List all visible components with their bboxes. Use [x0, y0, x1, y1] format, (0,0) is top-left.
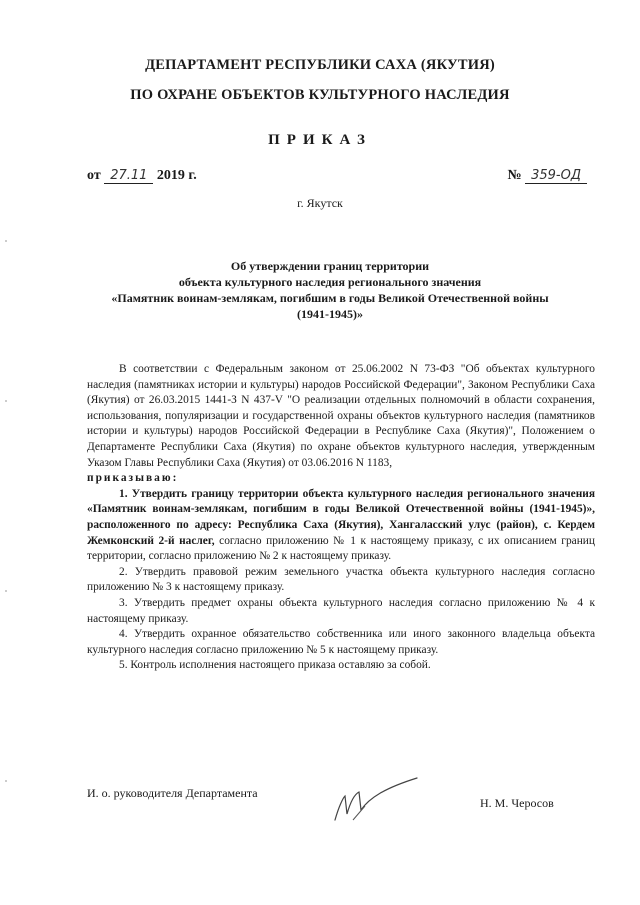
- header-line-1: ДЕПАРТАМЕНТ РЕСПУБЛИКИ САХА (ЯКУТИЯ): [145, 57, 495, 73]
- number-label: №: [507, 168, 522, 183]
- item-2: 2. Утвердить правовой режим земельного участка объекта культурного наследия согласно приложению № 3 к настоящему приказу.: [87, 565, 595, 594]
- item-1-bold: 1. Утвердить границу территории объекта культурного наследия регионального значения «Памятник воинам-землякам, погибшим в годы Великой Отечественной войны (1941-1945)», расположенного по адресу: Республика Саха (Якутия), Хангаласский улус (район), с. Кердем Жемконский 2-й наслег,: [87, 487, 595, 547]
- header-line-2: ПО ОХРАНЕ ОБЪЕКТОВ КУЛЬТУРНОГО НАСЛЕДИЯ: [130, 87, 510, 103]
- scan-margin-marks: [4, 220, 8, 820]
- order-number: [508, 168, 587, 184]
- subject-line-4: (1941-1945)»: [297, 307, 363, 321]
- subject-line-2: объекта культурного наследия регионального значения: [178, 275, 482, 289]
- order-title: ПРИКАЗ: [268, 132, 372, 148]
- city: г. Якутск: [297, 196, 343, 210]
- item-1-rest: согласно приложению № 1 к настоящему приказу, с их описанием границ территории, согласно приложению № 2 к настоящему приказу.: [87, 534, 595, 563]
- subject-line-1: Об утверждении границ территории: [230, 259, 430, 273]
- item-5: 5. Контроль исполнения настоящего приказа оставляю за собой.: [119, 659, 431, 672]
- handwritten-number: 359-ОД: [525, 168, 587, 184]
- order-body: [87, 362, 595, 674]
- handwritten-date: 27.11: [104, 168, 153, 184]
- item-3: 3. Утвердить предмет охраны объекта культурного наследия согласно приложению № 4 к настоящему приказу.: [87, 596, 595, 625]
- date-year: 2019 г.: [156, 168, 197, 183]
- date-row: [87, 168, 587, 190]
- signatory-name: Н. М. Черосов: [480, 796, 554, 810]
- date-prefix: от: [87, 168, 101, 183]
- order-subject: [70, 258, 590, 322]
- order-word: приказываю:: [87, 472, 179, 485]
- intro-paragraph: В соответствии с Федеральным законом от 25.06.2002 N 73-ФЗ "Об объектах культурного наследия (памятниках истории и культуры) народов Российской Федерации", Законом Республики Саха (Якутия) от 26.03.2015 1441-З N 437-V "О реализации отдельных полномочий в области сохранения, использования, популяризации и государственной охраны объектов культурного наследия (памятников истории и культуры) народов Российской Федерации в Республике Саха (Якутия)", Положением о Департаменте Республики Саха (Якутия) по охране объектов культурного наследия, утвержденным Указом Главы Республики Саха (Якутия) от 03.06.2016 N 1183,: [87, 363, 595, 469]
- subject-line-3: «Памятник воинам-землякам, погибшим в годы Великой Отечественной войны: [111, 291, 549, 305]
- handwritten-signature: [325, 776, 425, 824]
- item-1: [87, 487, 595, 565]
- signatory-position: И. о. руководителя Департамента: [87, 786, 258, 800]
- department-header: [0, 50, 640, 110]
- item-4: 4. Утвердить охранное обязательство собственника или иного законного владельца объекта культурного наследия согласно приложению № 5 к настоящему приказу.: [87, 628, 595, 656]
